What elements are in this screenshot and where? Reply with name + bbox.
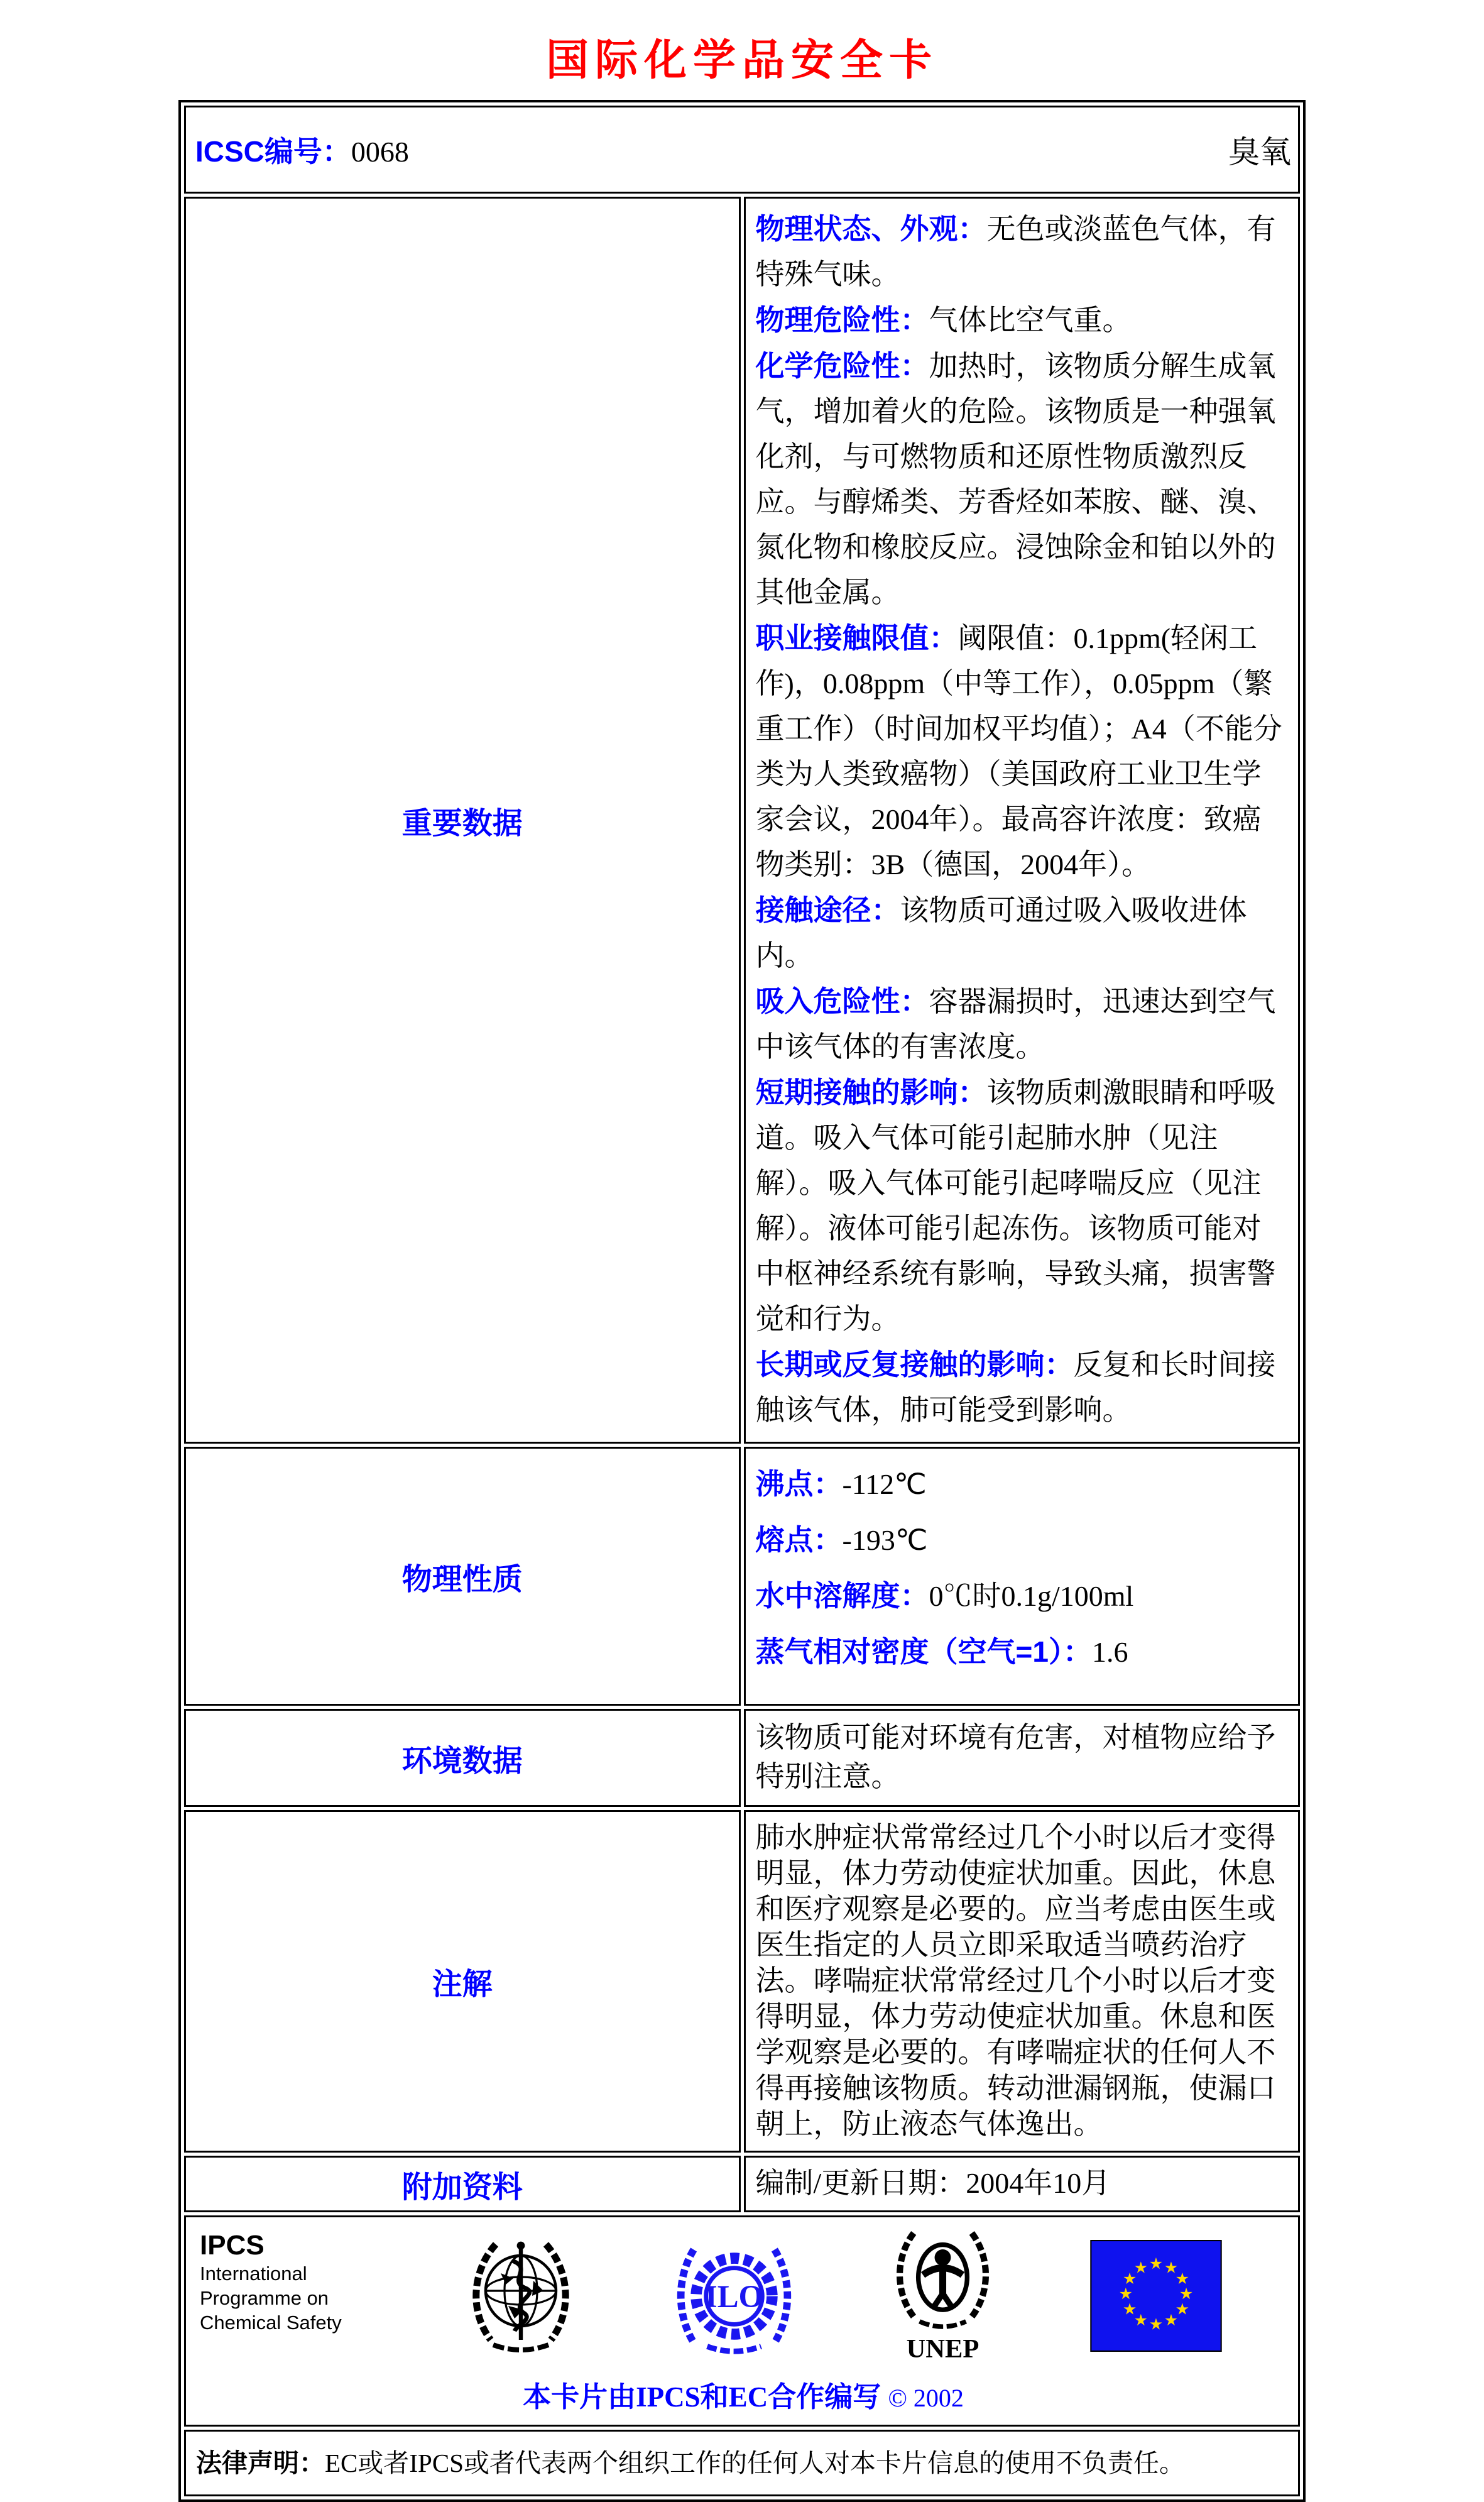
row-label-environmental-data: 环境数据: [184, 1709, 741, 1807]
environmental-data-content: 该物质可能对环境有危害，对植物应给予特别注意。: [744, 1709, 1301, 1807]
item-label: 化学危险性：: [755, 349, 929, 382]
svg-text:★: ★: [1148, 2256, 1164, 2273]
item-text: 该物质刺激眼睛和呼吸道。吸入气体可能引起肺水肿（见注解）。吸入气体可能引起哮喘反应（见注解）。液体可能引起冻伤。该物质可能对中枢神经系统有影响，导致头痛，损害警觉和行为。: [755, 1077, 1276, 1335]
important-data-item: [756, 887, 1289, 979]
header-row: [184, 106, 1300, 194]
item-label: 物理危险性：: [755, 304, 929, 336]
notes-row: [184, 1810, 1300, 2153]
legal-label: 法律声明：: [196, 2449, 325, 2477]
eu-flag-icon: [1090, 2240, 1222, 2355]
unep-logo-icon: [885, 2226, 1001, 2369]
important-data-item: [756, 297, 1289, 343]
row-label-additional-info: 附加资料: [184, 2156, 741, 2212]
item-label: 短期接触的影响：: [755, 1076, 987, 1109]
important-data-item: [756, 1342, 1289, 1433]
svg-text:★: ★: [1133, 2312, 1148, 2330]
important-data-item: [756, 979, 1289, 1070]
item-text: -112℃: [842, 1468, 927, 1500]
item-text: -193℃: [842, 1524, 928, 1556]
important-data-item: [756, 206, 1289, 297]
ipcs-subtitle-line: Programme on: [200, 2287, 329, 2309]
page-title: 国际化学品安全卡: [545, 36, 938, 84]
legal-text: EC或者IPCS或者代表两个组织工作的任何人对本卡片信息的使用不负责任。: [325, 2449, 1185, 2477]
additional-info-row: [184, 2156, 1300, 2212]
item-label: 接触途径：: [755, 894, 900, 926]
item-text: 气体比空气重。: [929, 304, 1132, 336]
ipcs-subtitle-line: International: [200, 2263, 307, 2285]
item-text: 该物质可通过吸入吸收进体内。: [755, 894, 1247, 972]
copyright-text: © 2002: [888, 2384, 964, 2412]
item-label: 长期或反复接触的影响：: [755, 1348, 1074, 1381]
item-label: 熔点：: [755, 1523, 843, 1556]
item-label: 蒸气相对密度（空气=1）：: [755, 1635, 1092, 1668]
ipcs-title: IPCS: [200, 2230, 265, 2261]
row-label-notes: 注解: [184, 1810, 741, 2153]
row-label-physical-properties: 物理性质: [184, 1447, 741, 1706]
important-data-item: [756, 343, 1289, 615]
item-label: 水中溶解度：: [755, 1579, 929, 1612]
svg-text:★: ★: [1118, 2286, 1133, 2303]
svg-text:★: ★: [1122, 2271, 1137, 2288]
card-table: [178, 100, 1306, 2502]
svg-text:ILO: ILO: [705, 2278, 763, 2314]
item-label: 职业接触限值：: [755, 622, 958, 654]
physical-property-item: [756, 1456, 1289, 1512]
physical-properties-content: [744, 1447, 1301, 1706]
svg-text:★: ★: [1175, 2301, 1190, 2318]
svg-text:★: ★: [1122, 2301, 1137, 2318]
chemical-name: 臭氧: [1228, 134, 1291, 170]
svg-text:★: ★: [1148, 2316, 1164, 2334]
item-text: 无色或淡蓝色气体，有特殊气味。: [755, 213, 1276, 290]
item-text: 反复和长时间接触该气体，肺可能受到影响。: [755, 1349, 1276, 1426]
svg-text:UNEP: UNEP: [906, 2334, 979, 2364]
item-label: 吸入危险性：: [755, 985, 929, 1018]
environmental-data-row: [184, 1709, 1300, 1807]
svg-text:★: ★: [1179, 2286, 1194, 2303]
item-label: 沸点：: [755, 1468, 843, 1500]
legal-row: [184, 2430, 1300, 2496]
icsc-number-value: 0068: [351, 136, 409, 168]
credit-line: [195, 2374, 1292, 2415]
notes-content: 肺水肿症状常常经过几个小时以后才变得明显，体力劳动使症状加重。因此，休息和医疗观察是必要的。应当考虑由医生或医生指定的人员立即采取适当喷药治疗法。哮喘症状常常经过几个小时以后才变得明显，体力劳动使症状加重。休息和医学观察是必要的。有哮喘症状的任何人不得再接触该物质。转动泄漏钢瓶，使漏口朝上，防止液态气体逸出。: [744, 1810, 1301, 2153]
svg-text:★: ★: [1175, 2271, 1190, 2288]
svg-text:★: ★: [1164, 2259, 1179, 2277]
agency-logos: [388, 2226, 1292, 2369]
ilo-logo-icon: [673, 2235, 795, 2361]
physical-property-item: [756, 1512, 1289, 1568]
important-data-row: [184, 197, 1300, 1444]
icsc-number-label: ICSC编号：: [195, 135, 351, 168]
svg-text:★: ★: [1164, 2312, 1179, 2330]
icsc-document: [0, 26, 1484, 2477]
item-text: 0℃时0.1g/100ml: [929, 1580, 1134, 1612]
physical-properties-row: [184, 1447, 1300, 1706]
physical-property-item: [756, 1624, 1289, 1680]
row-label-important-data: 重要数据: [184, 197, 741, 1444]
svg-text:★: ★: [1133, 2259, 1148, 2277]
credit-text: 本卡片由IPCS和EC合作编写: [523, 2381, 881, 2413]
physical-property-item: [756, 1568, 1289, 1624]
ipcs-text-block: [195, 2226, 388, 2335]
important-data-item: [756, 615, 1289, 887]
icsc-number-group: [195, 129, 409, 170]
who-logo-icon: [458, 2233, 584, 2362]
important-data-content: [744, 197, 1301, 1444]
item-text: 1.6: [1091, 1636, 1128, 1668]
item-text: 加热时，该物质分解生成氧气，增加着火的危险。该物质是一种强氧化剂，与可燃物质和还原性物质激烈反应。与醇烯类、芳香烃如苯胺、醚、溴、氮化物和橡胶反应。浸蚀除金和铂以外的其他金属。: [755, 350, 1276, 608]
item-text: 容器漏损时，迅速达到空气中该气体的有害浓度。: [755, 985, 1276, 1063]
item-text: 阈限值：0.1ppm(轻闲工作)，0.08ppm（中等工作），0.05ppm（繁重工作）（时间加权平均值）；A4（不能分类为人类致癌物）（美国政府工业卫生学家会议，2004年）。最高容许浓度：致癌物类别：3B（德国，2004年）。: [755, 622, 1282, 881]
additional-info-content: 编制/更新日期：2004年10月: [744, 2156, 1301, 2212]
logo-row: [195, 2226, 1292, 2369]
footer-row: [184, 2215, 1300, 2427]
item-label: 物理状态、外观：: [755, 212, 987, 245]
ipcs-subtitle-line: Chemical Safety: [200, 2312, 342, 2334]
important-data-item: [756, 1070, 1289, 1342]
